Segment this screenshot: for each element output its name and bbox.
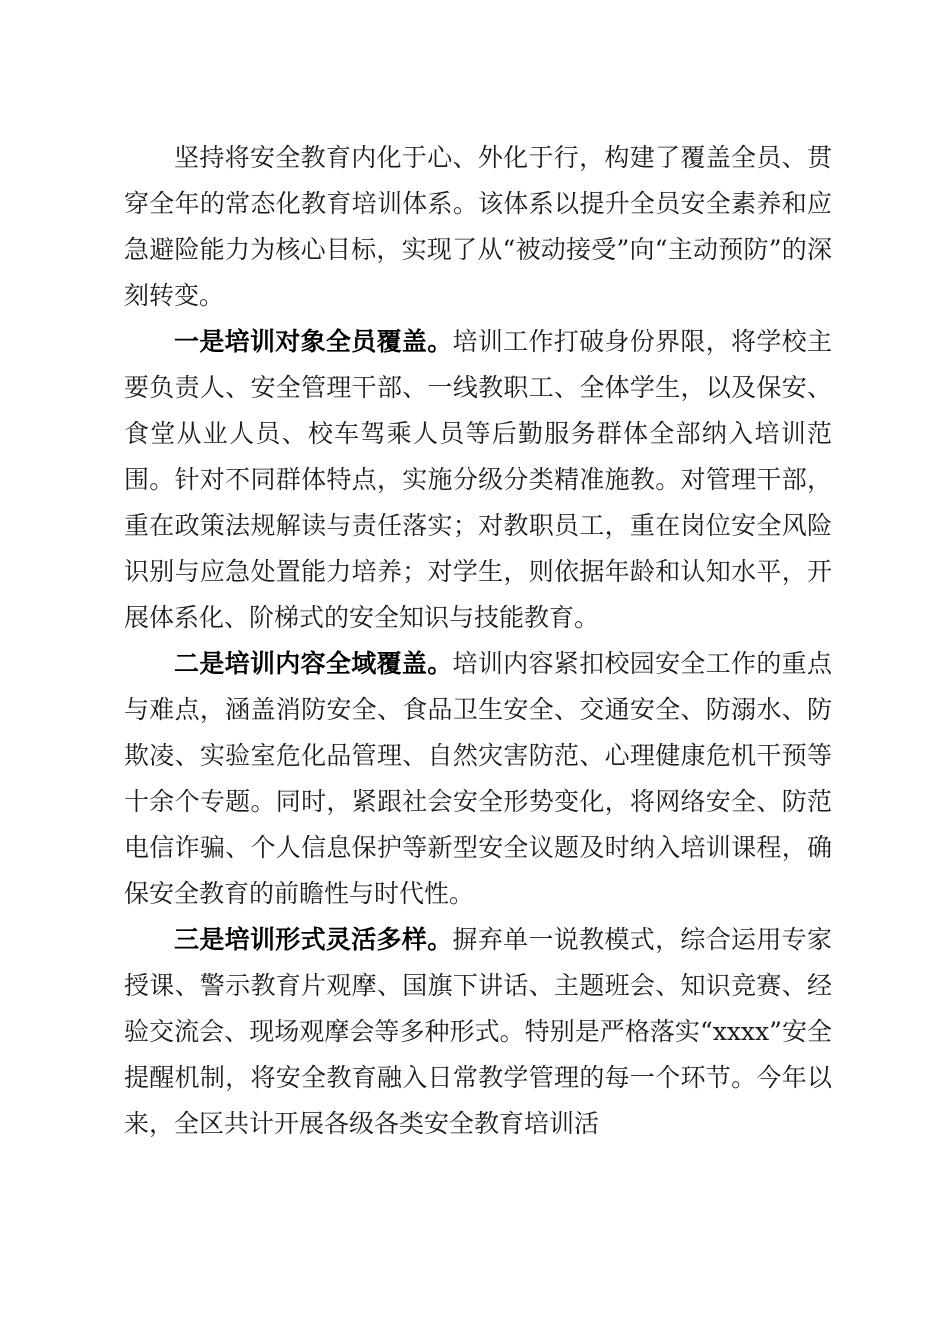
paragraph-training-forms — [124, 917, 832, 1147]
paragraph-training-targets — [124, 319, 832, 641]
paragraph-training-content — [124, 641, 832, 917]
paragraph-intro — [124, 135, 832, 319]
paragraph-training-targets-text: 培训工作打破身份界限，将学校主要负责人、安全管理干部、一线教职工、全体学生，以及保安、食堂从业人员、校车驾乘人员等后勤服务群体全部纳入培训范围。针对不同群体特点，实施分级分类精准施教。对管理干部，重在政策法规解读与责任落实；对教职员工，重在岗位安全风险识别与应急处置能力培养；对学生，则依据年龄和认知水平，开展体系化、阶梯式的安全知识与技能教育。 — [124, 327, 832, 632]
document-body — [124, 135, 832, 1147]
paragraph-training-content-heading: 二是培训内容全域覆盖。 — [174, 649, 453, 678]
paragraph-training-forms-text: 摒弃单一说教模式，综合运用专家授课、警示教育片观摩、国旗下讲话、主题班会、知识竞赛、经验交流会、现场观摩会等多种形式。特别是严格落实“xxxx”安全提醒机制，将安全教育融入日常教学管理的每一个环节。今年以来，全区共计开展各级各类安全教育培训活 — [124, 925, 832, 1138]
paragraph-intro-text: 坚持将安全教育内化于心、外化于行，构建了覆盖全员、贯穿全年的常态化教育培训体系。该体系以提升全员安全素养和应急避险能力为核心目标，实现了从“被动接受”向“主动预防”的深刻转变。 — [124, 143, 832, 310]
paragraph-training-content-text: 培训内容紧扣校园安全工作的重点与难点，涵盖消防安全、食品卫生安全、交通安全、防溺水、防欺凌、实验室危化品管理、自然灾害防范、心理健康危机干预等十余个专题。同时，紧跟社会安全形势变化，将网络安全、防范电信诈骗、个人信息保护等新型安全议题及时纳入培训课程，确保安全教育的前瞻性与时代性。 — [124, 649, 832, 908]
paragraph-training-targets-heading: 一是培训对象全员覆盖。 — [174, 327, 453, 356]
paragraph-training-forms-heading: 三是培训形式灵活多样。 — [174, 925, 453, 954]
